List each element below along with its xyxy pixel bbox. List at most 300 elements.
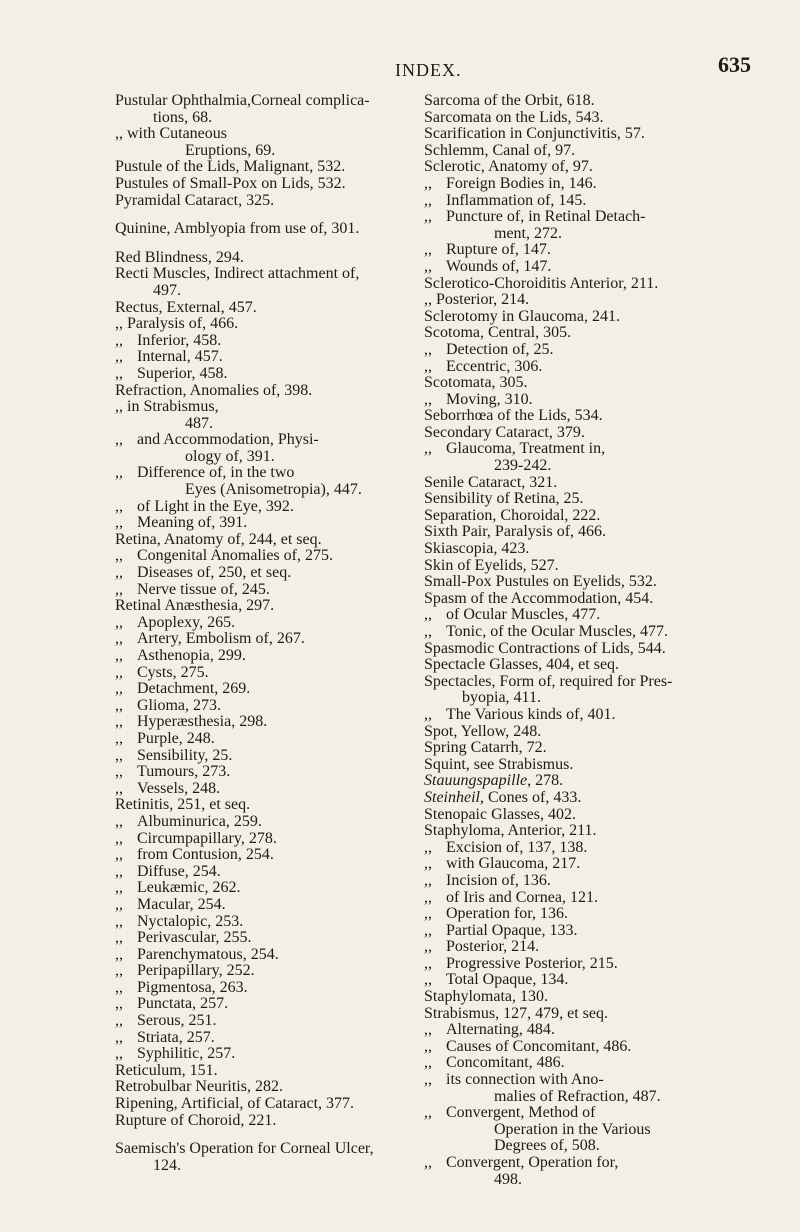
index-entry xyxy=(115,714,445,731)
ditto-mark: ,, xyxy=(115,630,123,648)
index-entry-line: Sarcoma of the Orbit, 618. xyxy=(424,92,595,109)
index-entry xyxy=(424,740,754,757)
index-entry xyxy=(115,648,445,665)
index-entry-line: byopia, 411. xyxy=(462,689,541,707)
index-entry-line: ,, Glioma, 273. xyxy=(115,696,221,714)
index-entry-line: ,, Inferior, 458. xyxy=(115,331,222,349)
index-entry-line: ,, Incision of, 136. xyxy=(424,871,551,889)
index-entry-line: ,, Eccentric, 306. xyxy=(424,357,543,375)
index-entry-line: ,, and Accommodation, Physi- xyxy=(115,431,319,449)
index-entry-line: 124. xyxy=(153,1156,181,1174)
index-entry-line: ,, Paralysis of, 466. xyxy=(115,315,239,333)
ditto-mark: ,, xyxy=(424,390,432,408)
index-entry xyxy=(424,956,754,973)
index-entry-line: ,, Puncture of, in Retinal Detach- xyxy=(424,208,646,226)
index-entry-line: ,, Tumours, 273. xyxy=(115,763,231,781)
index-entry xyxy=(115,366,445,383)
index-entry-line: Squint, see Strabismus. xyxy=(424,755,574,773)
index-entry-line: Sarcomata on the Lids, 543. xyxy=(424,108,604,126)
index-entry-line: ,, Nyctalopic, 253. xyxy=(115,912,244,930)
index-entry xyxy=(115,731,445,748)
index-entry-line: malies of Refraction, 487. xyxy=(494,1087,661,1105)
index-entry-line: ,, Internal, 457. xyxy=(115,348,223,366)
index-entry xyxy=(424,1105,754,1155)
index-entry xyxy=(424,890,754,907)
index-entry-line: Retinal Anæsthesia, 297. xyxy=(115,597,275,615)
index-entry xyxy=(115,764,445,781)
ditto-mark: ,, xyxy=(424,1154,432,1171)
index-entry xyxy=(424,159,754,176)
index-entry-line: Retrobulbar Neuritis, 282. xyxy=(115,1078,283,1096)
index-entry xyxy=(424,126,754,143)
ditto-mark: ,, xyxy=(424,1104,432,1122)
index-entry-line: ,, Superior, 458. xyxy=(115,364,228,382)
ditto-mark: ,, xyxy=(115,978,123,996)
index-entry-line: ,, Perivascular, 255. xyxy=(115,929,252,947)
index-entry xyxy=(424,674,754,707)
index-entry xyxy=(115,797,445,814)
index-entry xyxy=(115,914,445,931)
index-entry xyxy=(424,840,754,857)
index-entry xyxy=(424,93,754,110)
index-entry xyxy=(115,565,445,582)
index-entry xyxy=(115,515,445,532)
index-entry xyxy=(115,781,445,798)
index-entry-line: Sixth Pair, Paralysis of, 466. xyxy=(424,523,607,541)
index-entry xyxy=(115,432,445,465)
index-entry xyxy=(115,698,445,715)
index-entry xyxy=(115,963,445,980)
ditto-mark: ,, xyxy=(424,1054,432,1072)
index-entry xyxy=(424,790,754,807)
index-entry-line: Rupture of Choroid, 221. xyxy=(115,1111,277,1129)
index-entry-line: ,, Rupture of, 147. xyxy=(424,241,551,259)
index-entry-line: ,, Diffuse, 254. xyxy=(115,862,221,880)
index-entry xyxy=(115,864,445,881)
index-entry-line: ,, Posterior, 214. xyxy=(424,938,540,956)
index-entry xyxy=(424,143,754,160)
index-entry-line: Steinheil, Cones of, 433. xyxy=(424,788,582,806)
ditto-mark: ,, xyxy=(115,879,123,897)
index-entry xyxy=(424,1022,754,1039)
index-entry-line: Sclerotomy in Glaucoma, 241. xyxy=(424,307,620,325)
index-entry-line: ,, its connection with Ano- xyxy=(424,1071,604,1089)
ditto-mark: ,, xyxy=(424,871,432,889)
index-entry-line: Scotoma, Central, 305. xyxy=(424,324,572,342)
index-entry xyxy=(115,996,445,1013)
index-entry-line: ,, Diseases of, 250, et seq. xyxy=(115,564,292,582)
index-entry xyxy=(115,221,445,238)
index-entry-line: Spectacles, Form of, required for Pres- xyxy=(424,672,673,690)
index-entry xyxy=(115,399,445,432)
index-entry-line: Recti Muscles, Indirect attachment of, xyxy=(115,265,360,283)
index-entry-line: Senile Cataract, 321. xyxy=(424,473,558,491)
index-entry xyxy=(424,1039,754,1056)
index-entry xyxy=(115,176,445,193)
index-entry-line: ,, with Cutaneous xyxy=(115,125,227,143)
index-entry-line: ,, Apoplexy, 265. xyxy=(115,613,236,631)
index-entry xyxy=(115,300,445,317)
ditto-mark: ,, xyxy=(424,208,432,226)
ditto-mark: ,, xyxy=(115,779,123,797)
index-entry-line: ,, Foreign Bodies in, 146. xyxy=(424,174,597,192)
index-entry-line: ,, Convergent, Method of xyxy=(424,1104,596,1122)
index-entry-line: Retinitis, 251, et seq. xyxy=(115,796,251,814)
index-entry xyxy=(424,1006,754,1023)
index-entry xyxy=(115,349,445,366)
index-entry xyxy=(424,641,754,658)
index-entry xyxy=(115,266,445,299)
ditto-mark: ,, xyxy=(424,191,432,209)
ditto-mark: ,, xyxy=(424,905,432,923)
ditto-mark: ,, xyxy=(424,938,432,956)
index-entry-line: Spectacle Glasses, 404, et seq. xyxy=(424,656,620,674)
index-entry xyxy=(115,465,445,498)
ditto-mark: ,, xyxy=(424,357,432,375)
index-entry xyxy=(115,1096,445,1113)
ditto-mark: ,, xyxy=(115,713,123,731)
index-entry xyxy=(424,823,754,840)
index-entry xyxy=(115,333,445,350)
index-entry xyxy=(115,631,445,648)
index-entry xyxy=(424,906,754,923)
ditto-mark: ,, xyxy=(115,564,123,582)
ditto-mark: ,, xyxy=(115,613,123,631)
index-entry xyxy=(424,342,754,359)
index-entry-line: ,, Moving, 310. xyxy=(424,390,533,408)
index-entry-line: ,, Vessels, 248. xyxy=(115,779,221,797)
ditto-mark: ,, xyxy=(424,174,432,192)
index-entry-line: ,, Pigmentosa, 263. xyxy=(115,978,248,996)
index-entry xyxy=(115,1030,445,1047)
index-entry xyxy=(424,176,754,193)
ditto-mark: ,, xyxy=(115,431,123,449)
index-entry-line: Stenopaic Glasses, 402. xyxy=(424,805,576,823)
ditto-mark: ,, xyxy=(424,241,432,259)
index-entry-line: ,, Alternating, 484. xyxy=(424,1021,555,1039)
index-entry-line: ,, Difference of, in the two xyxy=(115,464,295,482)
ditto-mark: ,, xyxy=(115,547,123,565)
index-entry-line: Rectus, External, 457. xyxy=(115,298,257,316)
index-entry-line: ,, Meaning of, 391. xyxy=(115,514,248,532)
index-entry-line: ,, Cysts, 275. xyxy=(115,663,209,681)
index-entry xyxy=(424,110,754,127)
index-entry xyxy=(424,591,754,608)
index-entry xyxy=(424,939,754,956)
index-entry xyxy=(115,1079,445,1096)
ditto-mark: ,, xyxy=(424,1021,432,1039)
index-entry-line: Separation, Choroidal, 222. xyxy=(424,506,601,524)
index-entry xyxy=(424,1055,754,1072)
ditto-mark: ,, xyxy=(424,623,432,640)
index-entry-line: ,, Sensibility, 25. xyxy=(115,746,233,764)
ditto-mark: ,, xyxy=(115,348,123,366)
ditto-mark: ,, xyxy=(115,729,123,747)
ditto-mark: ,, xyxy=(115,862,123,880)
index-entry xyxy=(424,757,754,774)
index-entry-line: ,, Congenital Anomalies of, 275. xyxy=(115,547,333,565)
ditto-mark: ,, xyxy=(115,331,123,349)
index-entry xyxy=(115,681,445,698)
index-column-right xyxy=(424,93,754,1188)
index-entry xyxy=(115,1046,445,1063)
index-entry xyxy=(424,242,754,259)
index-entry-line: Sensibility of Retina, 25. xyxy=(424,490,584,508)
ditto-mark: ,, xyxy=(115,945,123,963)
index-entry-line: ment, 272. xyxy=(494,224,562,242)
index-entry xyxy=(424,392,754,409)
index-entry xyxy=(424,873,754,890)
index-entry-line: Operation in the Various xyxy=(494,1120,651,1138)
index-entry xyxy=(115,193,445,210)
index-entry-line: ,, Concomitant, 486. xyxy=(424,1054,565,1072)
index-entry-line: Refraction, Anomalies of, 398. xyxy=(115,381,313,399)
index-entry xyxy=(115,532,445,549)
index-entry xyxy=(424,325,754,342)
index-entry-line: Sclerotic, Anatomy of, 97. xyxy=(424,158,593,176)
index-entry xyxy=(424,425,754,442)
index-entry-line: Staphyloma, Anterior, 211. xyxy=(424,822,597,840)
index-entry-line: 497. xyxy=(153,281,181,299)
index-entry-line: Schlemm, Canal of, 97. xyxy=(424,141,576,159)
index-entry xyxy=(115,1141,445,1174)
index-entry xyxy=(424,558,754,575)
ditto-mark: ,, xyxy=(115,464,123,482)
index-entry-line: Spasm of the Accommodation, 454. xyxy=(424,589,654,607)
index-entry xyxy=(424,707,754,724)
index-entry xyxy=(424,408,754,425)
index-entry xyxy=(424,856,754,873)
index-entry-line: ,, Glaucoma, Treatment in, xyxy=(424,440,606,458)
index-entry xyxy=(115,499,445,516)
index-entry xyxy=(115,814,445,831)
index-entry xyxy=(424,508,754,525)
index-entry xyxy=(115,383,445,400)
index-entry-line: ,, of Iris and Cornea, 121. xyxy=(424,888,598,906)
index-entry-line: ,, Inflammation of, 145. xyxy=(424,191,587,209)
index-entry xyxy=(424,524,754,541)
index-entry xyxy=(115,665,445,682)
index-entry-line: Reticulum, 151. xyxy=(115,1061,218,1079)
index-entry xyxy=(115,748,445,765)
index-entry xyxy=(115,980,445,997)
index-entry-line: ,, Macular, 254. xyxy=(115,895,226,913)
ditto-mark: ,, xyxy=(424,971,432,989)
index-entry-line: tions, 68. xyxy=(153,108,213,126)
ditto-mark: ,, xyxy=(424,888,432,906)
index-entry-line: ,, Nerve tissue of, 245. xyxy=(115,580,270,598)
ditto-mark: ,, xyxy=(115,895,123,913)
ditto-mark: ,, xyxy=(424,838,432,856)
index-entry xyxy=(115,316,445,333)
index-entry-line: Seborrhœa of the Lids, 534. xyxy=(424,407,603,425)
index-entry xyxy=(424,807,754,824)
index-entry xyxy=(424,292,754,309)
index-entry xyxy=(424,259,754,276)
index-entry-line: Scarification in Conjunctivitis, 57. xyxy=(424,125,645,143)
index-entry xyxy=(424,475,754,492)
ditto-mark: ,, xyxy=(115,746,123,764)
index-entry xyxy=(115,582,445,599)
ditto-mark: ,, xyxy=(115,812,123,830)
index-entry xyxy=(115,250,445,267)
index-entry-line: 487. xyxy=(185,414,213,432)
index-entry-line: Spasmodic Contractions of Lids, 544. xyxy=(424,639,666,657)
index-entry xyxy=(115,1113,445,1130)
ditto-mark: ,, xyxy=(115,912,123,930)
ditto-mark: ,, xyxy=(115,763,123,781)
index-entry xyxy=(424,276,754,293)
index-entry xyxy=(115,847,445,864)
index-entry xyxy=(115,548,445,565)
index-entry xyxy=(424,359,754,376)
index-entry-line: Spring Catarrh, 72. xyxy=(424,739,547,757)
ditto-mark: ,, xyxy=(424,440,432,458)
index-entry-line: Pyramidal Cataract, 325. xyxy=(115,191,275,209)
index-entry xyxy=(115,126,445,159)
index-entry xyxy=(424,989,754,1006)
index-entry-line: ,, Partial Opaque, 133. xyxy=(424,921,578,939)
index-entry xyxy=(424,773,754,790)
index-entry-line: ,, Posterior, 214. xyxy=(424,291,530,309)
index-entry xyxy=(424,441,754,474)
ditto-mark: ,, xyxy=(424,954,432,972)
index-entry xyxy=(115,93,445,126)
index-entry xyxy=(424,1072,754,1105)
index-entry xyxy=(424,309,754,326)
index-entry-line: ,, Excision of, 137, 138. xyxy=(424,838,588,856)
ditto-mark: ,, xyxy=(115,680,123,698)
ditto-mark: ,, xyxy=(115,1045,123,1063)
ditto-mark: ,, xyxy=(424,606,432,624)
index-entry xyxy=(424,574,754,591)
index-entry xyxy=(424,724,754,741)
ditto-mark: ,, xyxy=(115,514,123,532)
index-entry xyxy=(115,159,445,176)
index-entry-line: Saemisch's Operation for Corneal Ulcer, xyxy=(115,1140,374,1158)
ditto-mark: ,, xyxy=(424,921,432,939)
index-entry xyxy=(424,491,754,508)
index-entry-line: ,, Tonic, of the Ocular Muscles, 477. xyxy=(424,623,668,640)
ditto-mark: ,, xyxy=(424,340,432,358)
index-entry-line: Staphylomata, 130. xyxy=(424,988,548,1006)
index-entry-line: Sclerotico-Choroiditis Anterior, 211. xyxy=(424,274,659,292)
index-entry-line: ,, Purple, 248. xyxy=(115,729,215,747)
index-entry xyxy=(115,947,445,964)
index-entry xyxy=(424,607,754,624)
ditto-mark: ,, xyxy=(115,829,123,847)
index-entry xyxy=(424,923,754,940)
index-entry-line: Retina, Anatomy of, 244, et seq. xyxy=(115,530,322,548)
ditto-mark: ,, xyxy=(115,929,123,947)
index-entry-line: Skiascopia, 423. xyxy=(424,540,530,558)
index-entry-line: ,, Hyperæsthesia, 298. xyxy=(115,713,268,731)
index-entry-line: Ripening, Artificial, of Cataract, 377. xyxy=(115,1095,355,1113)
ditto-mark: ,, xyxy=(424,1037,432,1055)
index-entry-line: Secondary Cataract, 379. xyxy=(424,423,585,441)
index-entry-line: ,, Detection of, 25. xyxy=(424,340,554,358)
index-column-left xyxy=(115,93,445,1174)
index-entry-line: ,, in Strabismus, xyxy=(115,398,219,416)
index-entry-line: Strabismus, 127, 479, et seq. xyxy=(424,1004,608,1022)
index-entry xyxy=(424,193,754,210)
index-entry-line: ,, Convergent, Operation for, xyxy=(424,1154,619,1171)
index-entry xyxy=(424,375,754,392)
ditto-mark: ,, xyxy=(424,855,432,873)
index-entry-line: ,, Syphilitic, 257. xyxy=(115,1045,236,1063)
index-entry xyxy=(424,972,754,989)
ditto-mark: ,, xyxy=(115,1028,123,1046)
running-head: INDEX. xyxy=(395,60,462,80)
index-entry-line: Quinine, Amblyopia from use of, 301. xyxy=(115,220,360,238)
ditto-mark: ,, xyxy=(115,497,123,515)
ditto-mark: ,, xyxy=(115,364,123,382)
index-entry-line: ,, Causes of Concomitant, 486. xyxy=(424,1037,632,1055)
index-entry xyxy=(424,1155,754,1188)
index-entry-line: ,, Serous, 251. xyxy=(115,1012,217,1030)
ditto-mark: ,, xyxy=(424,705,432,723)
ditto-mark: ,, xyxy=(115,663,123,681)
index-entry-line: ,, of Ocular Muscles, 477. xyxy=(424,606,601,624)
index-entry-line: ology of, 391. xyxy=(185,447,275,465)
index-entry xyxy=(115,897,445,914)
index-entry-line: ,, Punctata, 257. xyxy=(115,995,229,1013)
index-entry-line: ,, Parenchymatous, 254. xyxy=(115,945,279,963)
index-entry xyxy=(115,880,445,897)
index-entry xyxy=(115,831,445,848)
index-entry-line: Scotomata, 305. xyxy=(424,374,528,392)
index-entry xyxy=(424,657,754,674)
page-number: 635 xyxy=(718,52,751,77)
index-entry-line: ,, from Contusion, 254. xyxy=(115,846,274,864)
ditto-mark: ,, xyxy=(115,962,123,980)
index-entry-line: Degrees of, 508. xyxy=(494,1137,600,1155)
index-entry-line: Pustules of Small-Pox on Lids, 532. xyxy=(115,174,346,192)
page-header xyxy=(0,52,800,90)
ditto-mark: ,, xyxy=(424,1071,432,1089)
index-entry-line: Spot, Yellow, 248. xyxy=(424,722,542,740)
ditto-mark: ,, xyxy=(424,257,432,275)
index-entry-line: ,, Operation for, 136. xyxy=(424,905,568,923)
index-entry-line: Small-Pox Pustules on Eyelids, 532. xyxy=(424,573,657,591)
index-entry-line: Red Blindness, 294. xyxy=(115,248,244,266)
index-entry-line: ,, Leukæmic, 262. xyxy=(115,879,241,897)
index-entry xyxy=(115,1063,445,1080)
index-entry xyxy=(115,930,445,947)
index-entry-line: ,, with Glaucoma, 217. xyxy=(424,855,581,873)
index-entry xyxy=(424,624,754,641)
index-entry-line: Eyes (Anisometropia), 447. xyxy=(185,481,362,499)
index-entry xyxy=(424,541,754,558)
index-entry-line: ,, Albuminurica, 259. xyxy=(115,812,262,830)
index-entry-line: ,, Progressive Posterior, 215. xyxy=(424,954,618,972)
index-entry-line: Pustular Ophthalmia,Corneal complica- xyxy=(115,92,370,109)
ditto-mark: ,, xyxy=(115,846,123,864)
ditto-mark: ,, xyxy=(115,1012,123,1030)
index-entry-line: ,, of Light in the Eye, 392. xyxy=(115,497,294,515)
index-entry xyxy=(424,209,754,242)
index-entry-line: Pustule of the Lids, Malignant, 532. xyxy=(115,158,346,176)
index-entry-line: ,, Detachment, 269. xyxy=(115,680,251,698)
index-entry-line: 239-242. xyxy=(494,457,552,475)
index-entry-line: ,, Peripapillary, 252. xyxy=(115,962,255,980)
index-entry-line: ,, Striata, 257. xyxy=(115,1028,215,1046)
index-entry-line: 498. xyxy=(494,1170,522,1188)
index-entry-line: Skin of Eyelids, 527. xyxy=(424,556,559,574)
ditto-mark: ,, xyxy=(115,580,123,598)
index-entry-line: ,, Asthenopia, 299. xyxy=(115,647,246,664)
index-entry-line: Eruptions, 69. xyxy=(185,141,276,159)
